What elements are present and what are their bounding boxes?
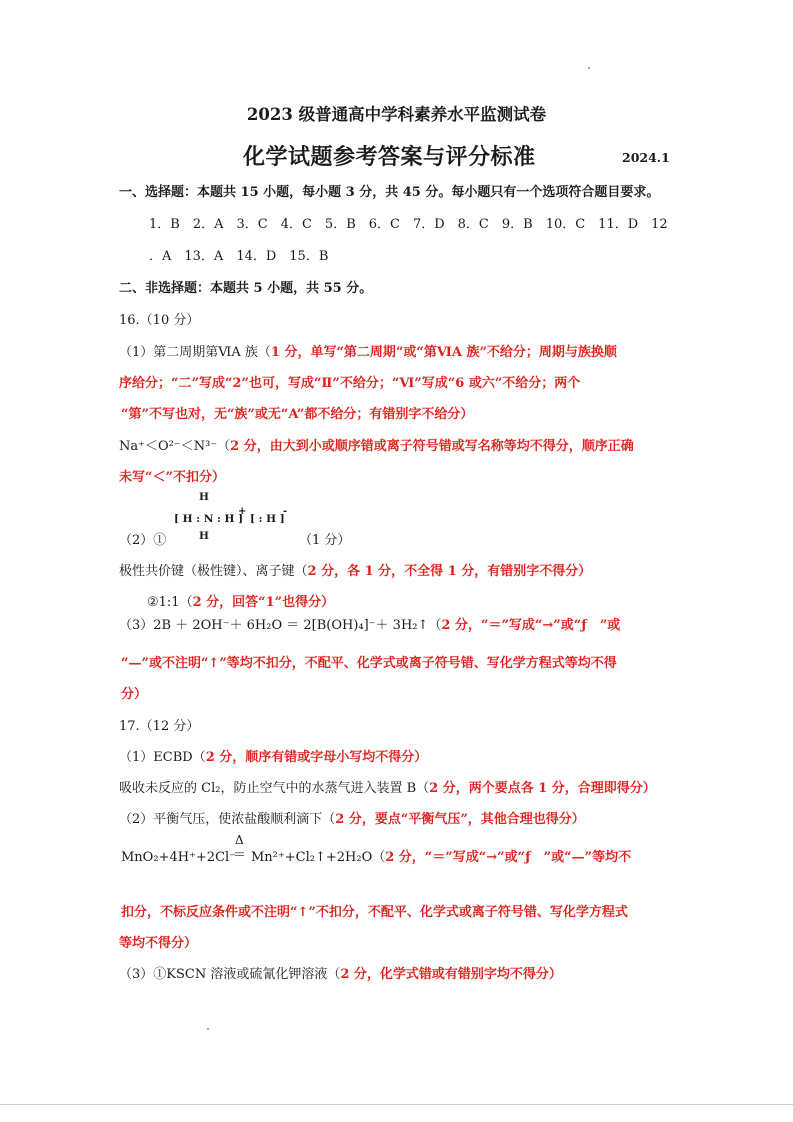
struct-minus: - <box>283 506 288 517</box>
struct-top-h: H <box>199 491 209 503</box>
q16-p1-note2: 序给分；“二”写成“2”也可，写成“Ⅱ”不给分；“Ⅵ”写成“6 或六”不给分；两个 <box>119 376 581 391</box>
eq-note1: 2 分，“＝”写成“→”或“ƒ ”或“—”等均不 <box>385 850 632 865</box>
page-title: 化学试题参考答案与评分标准 <box>243 144 536 170</box>
eq-right: Mn²⁺+Cl₂↑+2H₂O（ <box>251 850 386 865</box>
q17-p2 <box>119 811 585 829</box>
scan-dot-bottom <box>207 1028 209 1030</box>
page-bottom-rule <box>0 1104 793 1105</box>
answers-line-1: 1．B 2．A 3．C 4．C 5．B 6．C 7．D 8．C 9．B 10．C 11．D 12 <box>149 217 668 232</box>
ratio-note: 2 分，回答“1”也得分） <box>192 595 335 610</box>
struct-cation: [ H : N : H ] <box>174 513 244 525</box>
section1-heading: 一、选择题：本题共 15 小题，每小题 3 分，共 45 分。每小题只有一个选项符合题目要求。 <box>119 185 660 200</box>
q17-eq-left: MnO₂+4H⁺+2Cl⁻ <box>121 850 237 865</box>
q16-eq3 <box>119 617 620 635</box>
bond-note: 2 分，各 1 分，不全得 1 分，有错别字不得分） <box>307 564 592 579</box>
eq3-note1: 2 分，“＝”写成“→”或“ƒ ”或 <box>441 618 621 633</box>
exam-date: 2024.1 <box>622 150 670 165</box>
q16-bond <box>119 563 591 581</box>
q17-p2-lead: （2）平衡气压，使浓盐酸顺利滴下（ <box>119 812 336 827</box>
q17-p3-note: 2 分，化学式错或有错别字均不得分） <box>340 967 562 982</box>
struct-anion: [ : H ] <box>250 513 285 525</box>
q16-p2-lead: （2）① <box>119 533 167 548</box>
eq-note3: 等均不得分） <box>119 936 198 951</box>
eq-note2: 扣分，不标反应条件或不注明“↑”不扣分，不配平、化学式或离子符号错、写化学方程式 <box>121 905 628 920</box>
section2-heading: 二、非选择题：本题共 5 小题，共 55 分。 <box>119 281 373 296</box>
struct-plus: + <box>238 506 247 517</box>
ion-order-text: Na⁺＜O²⁻＜N³⁻（ <box>119 439 231 454</box>
q17-p1-note: 2 分，顺序有错或字母小写均不得分） <box>205 750 428 765</box>
exam-title: 2023 级普通高中学科素养水平监测试卷 <box>246 105 547 124</box>
eq-equals: ＝ <box>233 848 247 863</box>
q17-p3-lead: （3）①KSCN 溶液或硫氰化钾溶液（ <box>119 967 341 982</box>
q16-ratio <box>147 594 334 612</box>
q16-p1-note1: 1 分，单写“第二周期”或“第ⅥA 族”不给分；周期与族换顺 <box>270 345 617 360</box>
ratio-text: ②1:1（ <box>147 595 193 610</box>
absorb-text: 吸收未反应的 Cl₂，防止空气中的水蒸气进入装置 B（ <box>119 781 430 796</box>
eq-delta: Δ <box>235 833 244 847</box>
q17-absorb <box>119 780 656 798</box>
scan-dot <box>588 67 590 69</box>
q16-number: 16.（10 分） <box>119 313 200 328</box>
q17-p2-note: 2 分，要点“平衡气压”，其他合理也得分） <box>335 812 585 827</box>
absorb-note: 2 分，两个要点各 1 分，合理即得分） <box>429 781 656 796</box>
q17-eq-right-row <box>251 849 631 867</box>
eq3-note2: “—”或不注明“↑”等均不扣分，不配平、化学式或离子符号错、写化学方程式等均不得 <box>121 656 617 671</box>
ion-order-note1: 2 分，由大到小或顺序错或离子符号错或写名称等均不得分，顺序正确 <box>230 439 634 454</box>
q16-ion-order <box>119 438 634 456</box>
q16-p1-lead: （1）第二周期第ⅥA 族（ <box>119 345 271 360</box>
eq3-text: （3）2B ＋ 2OH⁻＋ 6H₂O ＝ 2[B(OH)₄]⁻＋ 3H₂↑（ <box>119 618 442 633</box>
struct-bottom-h: H <box>199 530 209 542</box>
eq3-note3: 分） <box>121 687 148 702</box>
q16-p1-note3: “第”不写也对，无“族”或无“A”都不给分；有错别字不给分） <box>121 407 474 422</box>
q16-p2-score: （1 分） <box>299 533 351 548</box>
q17-p1-lead: （1）ECBD（ <box>119 750 206 765</box>
q17-number: 17.（12 分） <box>119 719 200 734</box>
answers-line-2: ．A 13．A 14．D 15．B <box>149 249 329 264</box>
q17-p3 <box>119 966 562 984</box>
q16-p1 <box>119 344 617 362</box>
q17-p1 <box>119 749 427 767</box>
ion-order-note2: 未写“＜”不扣分） <box>119 470 225 485</box>
bond-text: 极性共价键（极性键）、离子键（ <box>119 564 308 579</box>
